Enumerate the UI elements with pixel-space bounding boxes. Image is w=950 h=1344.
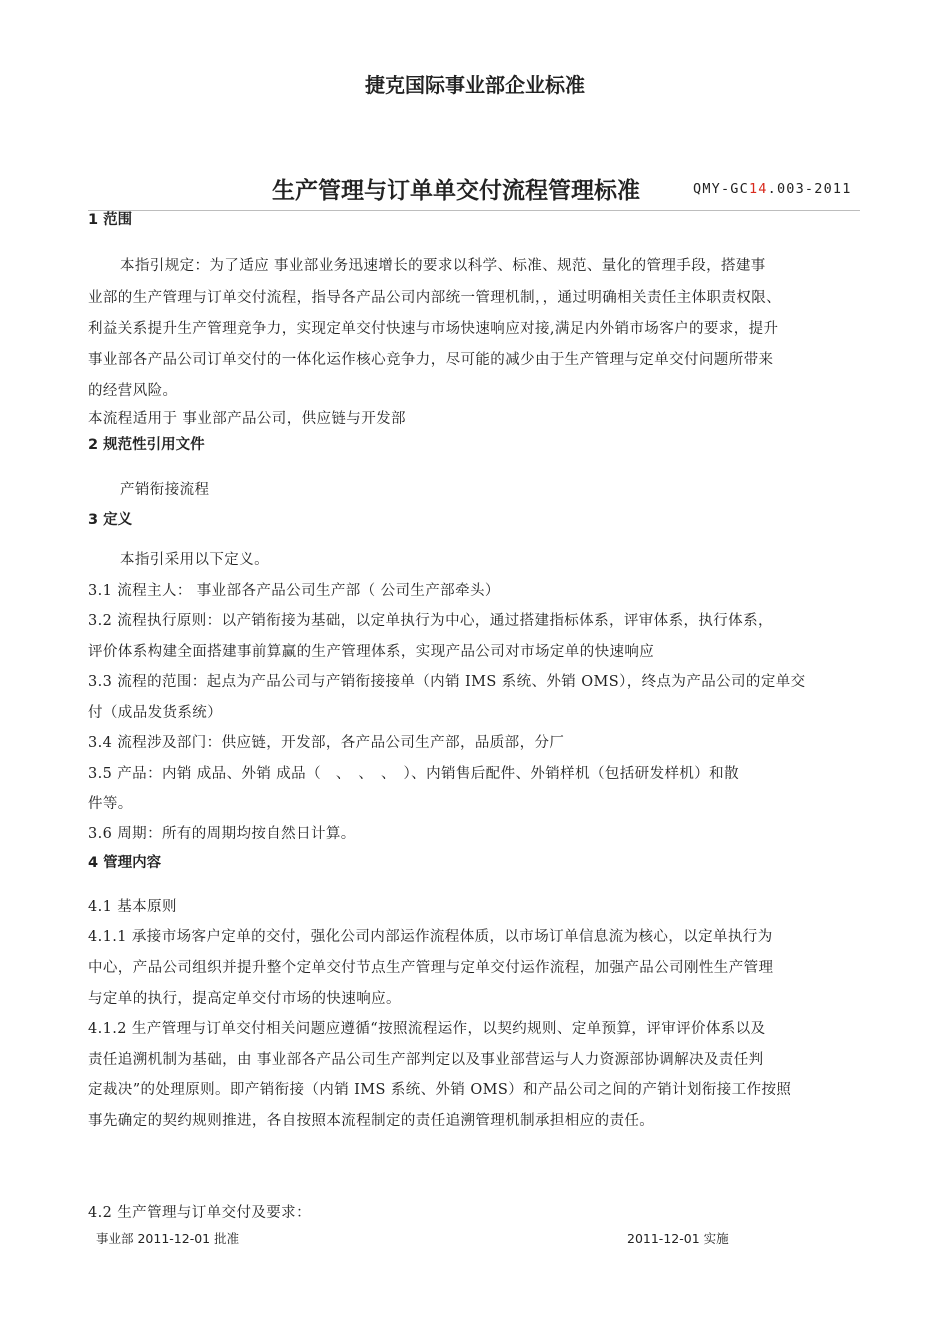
s4-1-2-line-4: 事先确定的契约规则推进，各自按照本流程制定的责任追溯管理机制承担相应的责任。 <box>88 1113 655 1129</box>
s3-1: 3.1 流程主人： 事业部各产品公司生产部（ 公司生产部牵头） <box>88 583 500 599</box>
s3-5-line-1: 3.5 产品：内销 成品、外销 成品（ 、 、 、 ）、内销售后配件、外销样机（包括研发样机）和散 <box>88 766 739 782</box>
s2-reference-item: 产销衔接流程 <box>120 482 210 498</box>
s1-paragraph-line-2: 业部的生产管理与订单交付流程，指导各产品公司内部统一管理机制，，通过明确相关责任主体职责权限、 <box>88 290 782 306</box>
doc-code <box>693 181 852 197</box>
s4-1-2-line-1: 4.1.2 生产管理与订单交付相关问题应遵循“按照流程运作，以契约规则、定单预算，评审评价体系以及 <box>88 1021 766 1037</box>
section-3-heading: 3 定义 <box>88 512 133 528</box>
doc-title: 生产管理与订单单交付流程管理标准 <box>272 178 640 204</box>
s1-paragraph-line-4: 事业部各产品公司订单交付的一体化运作核心竞争力，尽可能的减少由于生产管理与定单交付问题所带来 <box>88 352 774 368</box>
s4-1-2-line-3: 定裁决”的处理原则。即产销衔接（内销 IMS 系统、外销 OMS）和产品公司之间的产销计划衔接工作按照 <box>88 1082 792 1098</box>
s3-intro: 本指引采用以下定义。 <box>120 552 269 568</box>
s3-3-line-1: 3.3 流程的范围：起点为产品公司与产销衔接接单（内销 IMS 系统、外销 OMS），终点为产品公司的定单交 <box>88 674 806 690</box>
s4-1: 4.1 基本原则 <box>88 899 177 915</box>
s4-1-1-line-3: 与定单的执行，提高定单交付市场的快速响应。 <box>88 991 401 1007</box>
s3-2-line-1: 3.2 流程执行原则：以产销衔接为基础，以定单执行为中心，通过搭建指标体系，评审体系，执行体系， <box>88 613 773 629</box>
s4-1-1-line-2: 中心，产品公司组织并提升整个定单交付节点生产管理与定单交付运作流程，加强产品公司刚性生产管理 <box>88 960 774 976</box>
footer-implementation: 2011-12-01 实施 <box>627 1231 729 1246</box>
footer-approval: 事业部 2011-12-01 批准 <box>96 1231 240 1246</box>
s1-paragraph-line-5: 的经营风险。 <box>88 383 178 399</box>
section-4-heading: 4 管理内容 <box>88 855 162 871</box>
s4-1-2-line-2: 责任追溯机制为基础，由 事业部各产品公司生产部判定以及事业部营运与人力资源部协调解决及责任判 <box>88 1052 764 1068</box>
section-1-heading: 1 范围 <box>88 212 133 228</box>
doc-code-suffix: .003-2011 <box>767 181 852 197</box>
s4-1-1-line-1: 4.1.1 承接市场客户定单的交付，强化公司内部运作流程体质，以市场订单信息流为核心，以定单执行为 <box>88 929 773 945</box>
s4-2: 4.2 生产管理与订单交付及要求： <box>88 1205 311 1221</box>
s1-scope-statement: 本流程适用于 事业部产品公司，供应链与开发部 <box>88 411 406 427</box>
s3-2-line-2: 评价体系构建全面搭建事前算赢的生产管理体系，实现产品公司对市场定单的快速响应 <box>88 644 655 660</box>
doc-code-highlight: 14 <box>748 181 768 197</box>
s3-3-line-2: 付（成品发货系统） <box>88 705 223 721</box>
s1-paragraph-line-3: 利益关系提升生产管理竞争力，实现定单交付快速与市场快速响应对接,满足内外销市场客户的要求，提升 <box>88 321 779 337</box>
s3-6: 3.6 周期：所有的周期均按自然日计算。 <box>88 826 356 842</box>
section-2-heading: 2 规范性引用文件 <box>88 437 205 453</box>
s3-5-line-2: 件等。 <box>88 796 133 812</box>
doc-code-prefix: QMY-GC <box>693 181 749 197</box>
title-divider <box>88 210 860 211</box>
org-title: 捷克国际事业部企业标准 <box>365 73 585 97</box>
s3-4: 3.4 流程涉及部门：供应链，开发部，各产品公司生产部，品质部，分厂 <box>88 735 565 751</box>
s1-paragraph-line-1: 本指引规定：为了适应 事业部业务迅速增长的要求以科学、标准、规范、量化的管理手段，搭建事 <box>120 258 766 274</box>
